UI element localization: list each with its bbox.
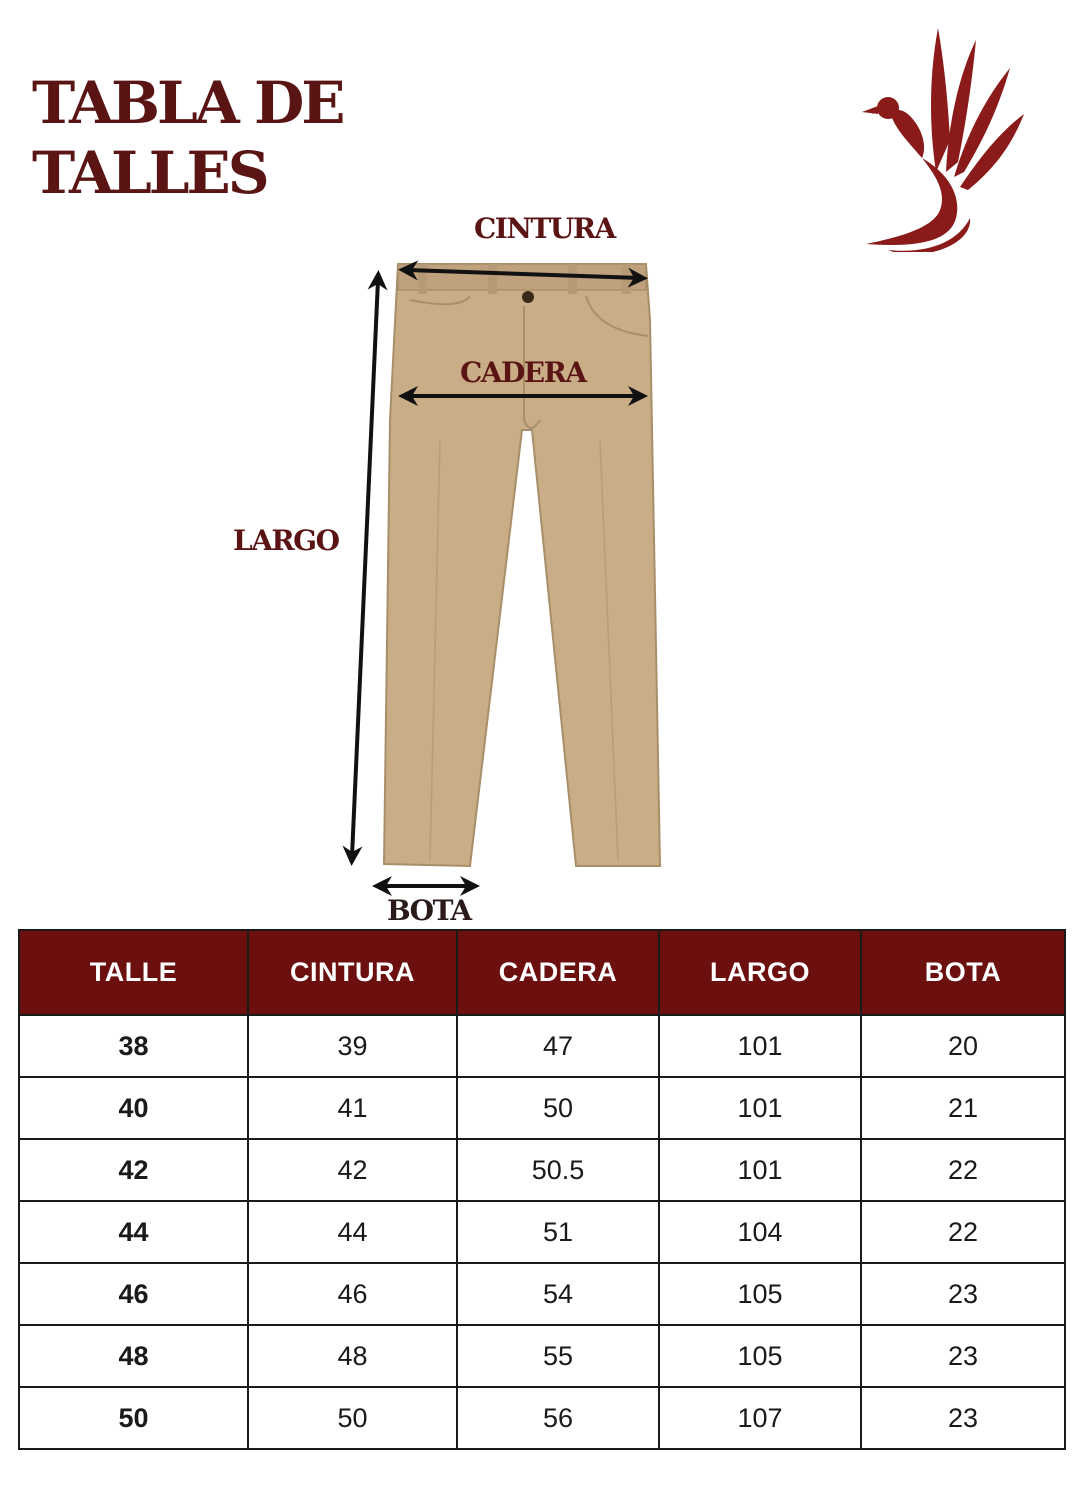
bota-label: BOTA (387, 894, 471, 927)
cell-bota: 20 (861, 1015, 1065, 1077)
column-header-cintura: CINTURA (248, 930, 457, 1015)
cell-cintura: 48 (248, 1325, 457, 1387)
cell-largo: 105 (659, 1325, 861, 1387)
size-table (18, 929, 1066, 1450)
cell-talle: 40 (19, 1077, 248, 1139)
cell-largo: 101 (659, 1077, 861, 1139)
page-title-line-2: TALLES (32, 139, 267, 207)
cell-cadera: 50 (457, 1077, 659, 1139)
cell-largo: 101 (659, 1015, 861, 1077)
cell-largo: 107 (659, 1387, 861, 1449)
cell-bota: 21 (861, 1077, 1065, 1139)
column-header-largo: LARGO (659, 930, 861, 1015)
cell-talle: 44 (19, 1201, 248, 1263)
column-header-talle: TALLE (19, 930, 248, 1015)
cadera-label: CADERA (460, 356, 586, 389)
cell-cintura: 46 (248, 1263, 457, 1325)
pants-diagram (0, 200, 1080, 930)
cell-bota: 22 (861, 1139, 1065, 1201)
cell-bota: 23 (861, 1263, 1065, 1325)
cell-bota: 23 (861, 1387, 1065, 1449)
cell-talle: 50 (19, 1387, 248, 1449)
cell-bota: 22 (861, 1201, 1065, 1263)
table-row (19, 1201, 1065, 1263)
table-row (19, 1387, 1065, 1449)
cell-cadera: 50.5 (457, 1139, 659, 1201)
cell-bota: 23 (861, 1325, 1065, 1387)
cell-cintura: 42 (248, 1139, 457, 1201)
table-header-row (19, 930, 1065, 1015)
column-header-bota: BOTA (861, 930, 1065, 1015)
cell-cadera: 56 (457, 1387, 659, 1449)
cintura-label: CINTURA (474, 212, 615, 245)
cell-talle: 42 (19, 1139, 248, 1201)
cell-talle: 46 (19, 1263, 248, 1325)
cell-cintura: 44 (248, 1201, 457, 1263)
cell-talle: 48 (19, 1325, 248, 1387)
table-row (19, 1325, 1065, 1387)
cell-talle: 38 (19, 1015, 248, 1077)
cell-largo: 104 (659, 1201, 861, 1263)
trousers-icon (0, 200, 1080, 930)
cell-largo: 101 (659, 1139, 861, 1201)
page-title (32, 68, 343, 208)
table-row (19, 1139, 1065, 1201)
table-row (19, 1263, 1065, 1325)
cell-cintura: 39 (248, 1015, 457, 1077)
page-title-line-1: TABLA DE (32, 69, 343, 137)
table-row (19, 1077, 1065, 1139)
cell-largo: 105 (659, 1263, 861, 1325)
cell-cintura: 50 (248, 1387, 457, 1449)
column-header-cadera: CADERA (457, 930, 659, 1015)
cell-cadera: 55 (457, 1325, 659, 1387)
largo-label: LARGO (233, 524, 339, 557)
cell-cadera: 51 (457, 1201, 659, 1263)
cell-cintura: 41 (248, 1077, 457, 1139)
cell-cadera: 54 (457, 1263, 659, 1325)
table-row (19, 1015, 1065, 1077)
cell-cadera: 47 (457, 1015, 659, 1077)
